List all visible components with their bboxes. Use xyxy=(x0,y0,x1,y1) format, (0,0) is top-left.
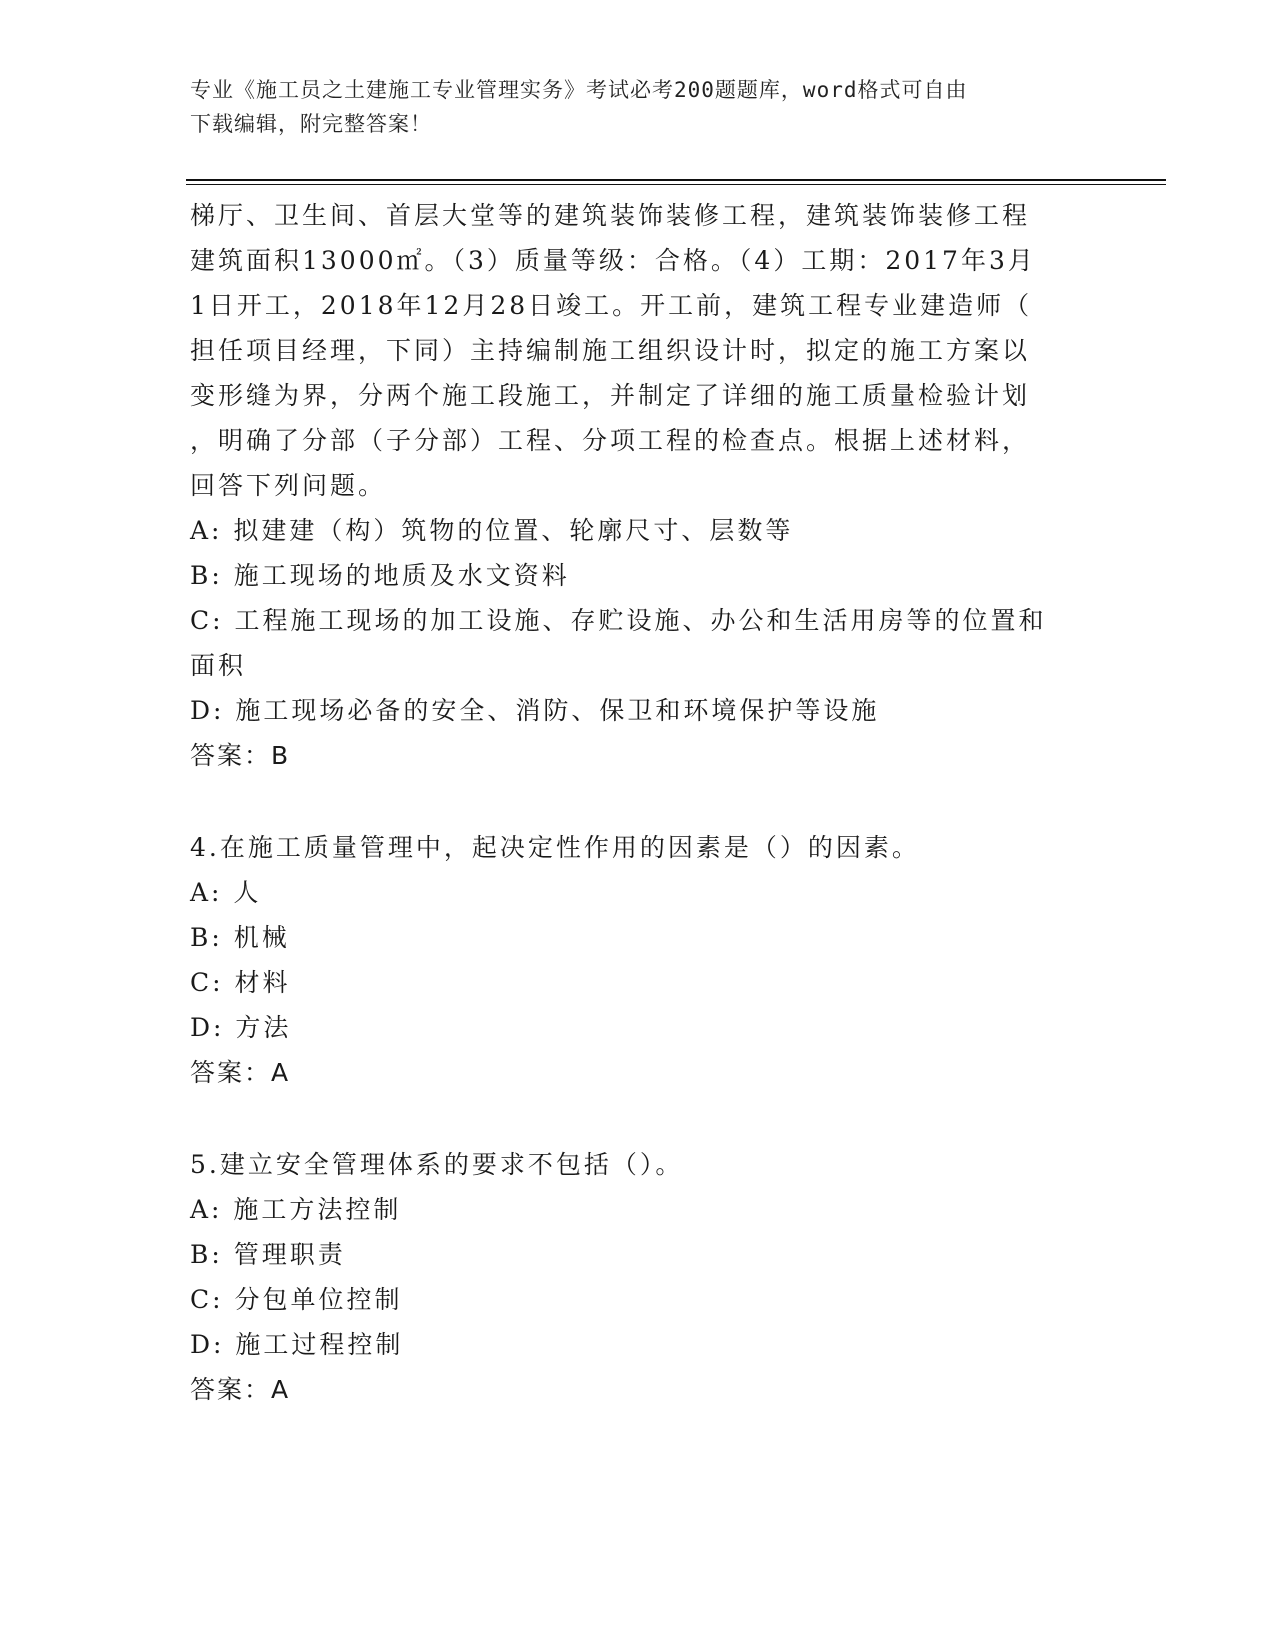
question-4-text: 4.在施工质量管理中，起决定性作用的因素是（）的因素。 xyxy=(190,833,920,862)
spacer xyxy=(190,778,1090,825)
question-5-option-a: A: 施工方法控制 xyxy=(190,1195,402,1224)
question-5-option-d: D: 施工过程控制 xyxy=(190,1330,404,1359)
question-3-option-d: D: 施工现场必备的安全、消防、保卫和环境保护等设施 xyxy=(190,696,880,725)
question-5-text: 5.建立安全管理体系的要求不包括（）。 xyxy=(190,1150,684,1179)
question-4-option-a: A: 人 xyxy=(190,878,262,907)
question-5-option-b: B: 管理职责 xyxy=(190,1240,346,1269)
question-4-option-c: C: 材料 xyxy=(190,968,291,997)
question-4-option-b: B: 机械 xyxy=(190,923,290,952)
document-header xyxy=(190,73,1090,141)
question-3-option-a: A: 拟建建（构）筑物的位置、轮廓尺寸、层数等 xyxy=(190,516,794,545)
question-4 xyxy=(190,825,1090,1095)
question-3-text-line: 梯厅、卫生间、首层大堂等的建筑装饰装修工程，建筑装饰装修工程 xyxy=(190,201,1031,230)
document-body xyxy=(190,193,1090,1412)
spacer xyxy=(190,1095,1090,1142)
question-4-answer: 答案：A xyxy=(190,1058,291,1087)
question-5-answer: 答案：A xyxy=(190,1375,291,1404)
question-3-text-line: 担任项目经理，下同）主持编制施工组织设计时，拟定的施工方案以 xyxy=(190,336,1031,365)
header-line-1: 专业《施工员之土建施工专业管理实务》考试必考200题题库，word格式可自由 xyxy=(190,78,968,102)
question-3 xyxy=(190,193,1090,778)
header-divider-thick xyxy=(186,179,1166,181)
header-line-2: 下载编辑，附完整答案！ xyxy=(190,112,432,136)
question-5-option-c: C: 分包单位控制 xyxy=(190,1285,403,1314)
question-3-text-line: 建筑面积13000㎡。（3）质量等级：合格。（4）工期：2017年3月 xyxy=(190,246,1036,275)
question-3-option-c: C: 工程施工现场的加工设施、存贮设施、办公和生活用房等的位置和 xyxy=(190,606,1047,635)
question-3-option-c-continued: 面积 xyxy=(190,651,247,680)
header-divider-thin xyxy=(186,184,1166,185)
question-3-text-line: ，明确了分部（子分部）工程、分项工程的检查点。根据上述材料， xyxy=(190,426,1031,455)
question-3-text-line: 变形缝为界，分两个施工段施工，并制定了详细的施工质量检验计划 xyxy=(190,381,1031,410)
question-3-text-line: 回答下列问题。 xyxy=(190,471,387,500)
question-3-option-b: B: 施工现场的地质及水文资料 xyxy=(190,561,570,590)
question-5 xyxy=(190,1142,1090,1412)
question-4-option-d: D: 方法 xyxy=(190,1013,292,1042)
question-3-text-line: 1日开工，2018年12月28日竣工。开工前，建筑工程专业建造师（ xyxy=(190,291,1033,320)
question-3-answer: 答案：B xyxy=(190,741,291,770)
